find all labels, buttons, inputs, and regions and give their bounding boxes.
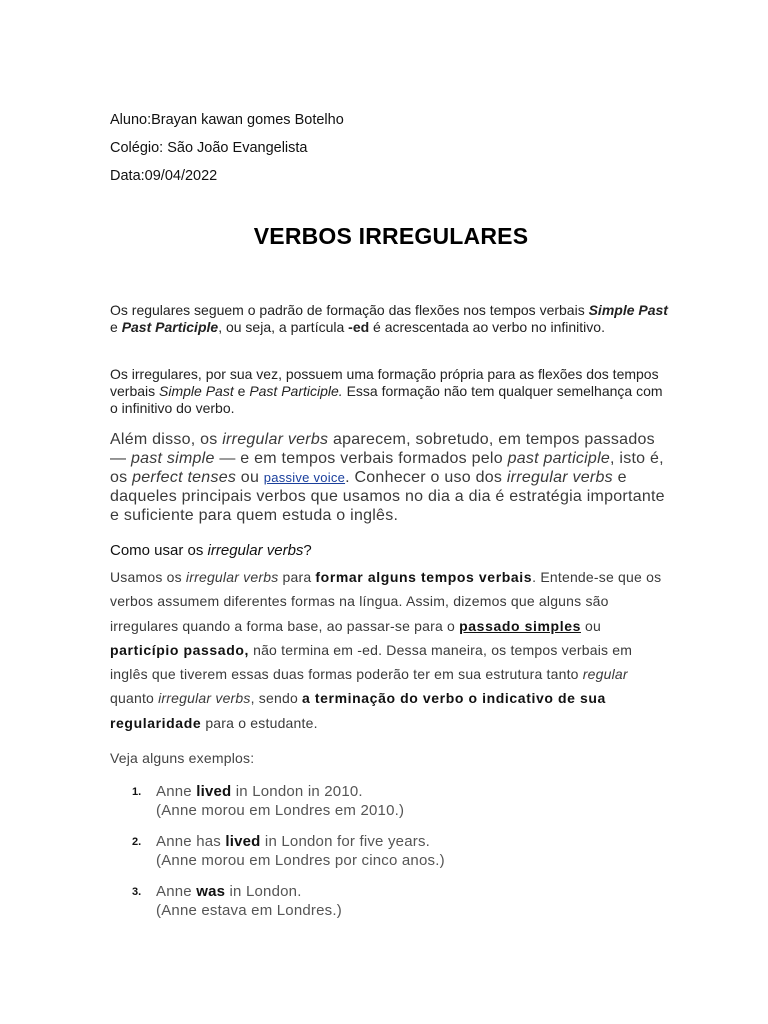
example-sentence: Anne has lived in London for five years. (156, 833, 431, 850)
section-heading-como-usar: Como usar os irregular verbs? (110, 542, 312, 559)
example-sentence: Anne lived in London in 2010. (156, 783, 363, 800)
page-title: VERBOS IRREGULARES (253, 223, 529, 249)
paragraph-alem-disso: Além disso, os irregular verbs aparecem, sobretudo, em tempos passados — past simple — e em tempos verbais formados pelo past participle, isto é, os perfect tenses ou passive voice. Conhecer o uso dos irregular verbs e daqueles principais verbos que usamos no dia a dia é estratégia importante e suficiente para quem estuda o inglês. (110, 431, 665, 524)
document-date: Data:09/04/2022 (110, 168, 218, 184)
example-translation: (Anne estava em Londres.) (156, 902, 342, 919)
paragraph-usamos: Usamos os irregular verbs para formar alguns tempos verbais. Entende-se que os verbos assumem diferentes formas na língua. Assim, dizemos que alguns são irregulares quando a forma base, ao passar-se para o passado simples ou particípio passado, não termina em -ed. Dessa maneira, os tempos verbais em inglês que tiverem essas duas formas poderão ter em sua estrutura tanto regular quanto irregular verbs, sendo a terminação do verbo o indicativo de sua regularidade para o estudante. (110, 569, 662, 731)
example-sentence: Anne was in London. (156, 883, 302, 900)
example-number: 1. (132, 786, 142, 798)
paragraph-regulares: Os regulares seguem o padrão de formação das flexões nos tempos verbais Simple Past e Past Participle, ou seja, a partícula -ed é acrescentada ao verbo no infinitivo. (110, 302, 668, 335)
paragraph-irregulares: Os irregulares, por sua vez, possuem uma formação própria para as flexões dos tempos verbais Simple Past e Past Participle. Essa formação não tem qualquer semelhança com o infinitivo do verbo. (110, 366, 663, 416)
example-number: 2. (132, 836, 142, 848)
student-name: Aluno:Brayan kawan gomes Botelho (110, 112, 344, 128)
school-name: Colégio: São João Evangelista (110, 140, 308, 156)
example-translation: (Anne morou em Londres em 2010.) (156, 802, 405, 819)
example-translation: (Anne morou em Londres por cinco anos.) (156, 852, 445, 869)
passive-voice-link[interactable]: passive voice (263, 470, 346, 485)
examples-intro: Veja alguns exemplos: (110, 750, 255, 766)
example-number: 3. (132, 886, 142, 898)
passado-simples-link[interactable]: passado simples (459, 617, 581, 634)
